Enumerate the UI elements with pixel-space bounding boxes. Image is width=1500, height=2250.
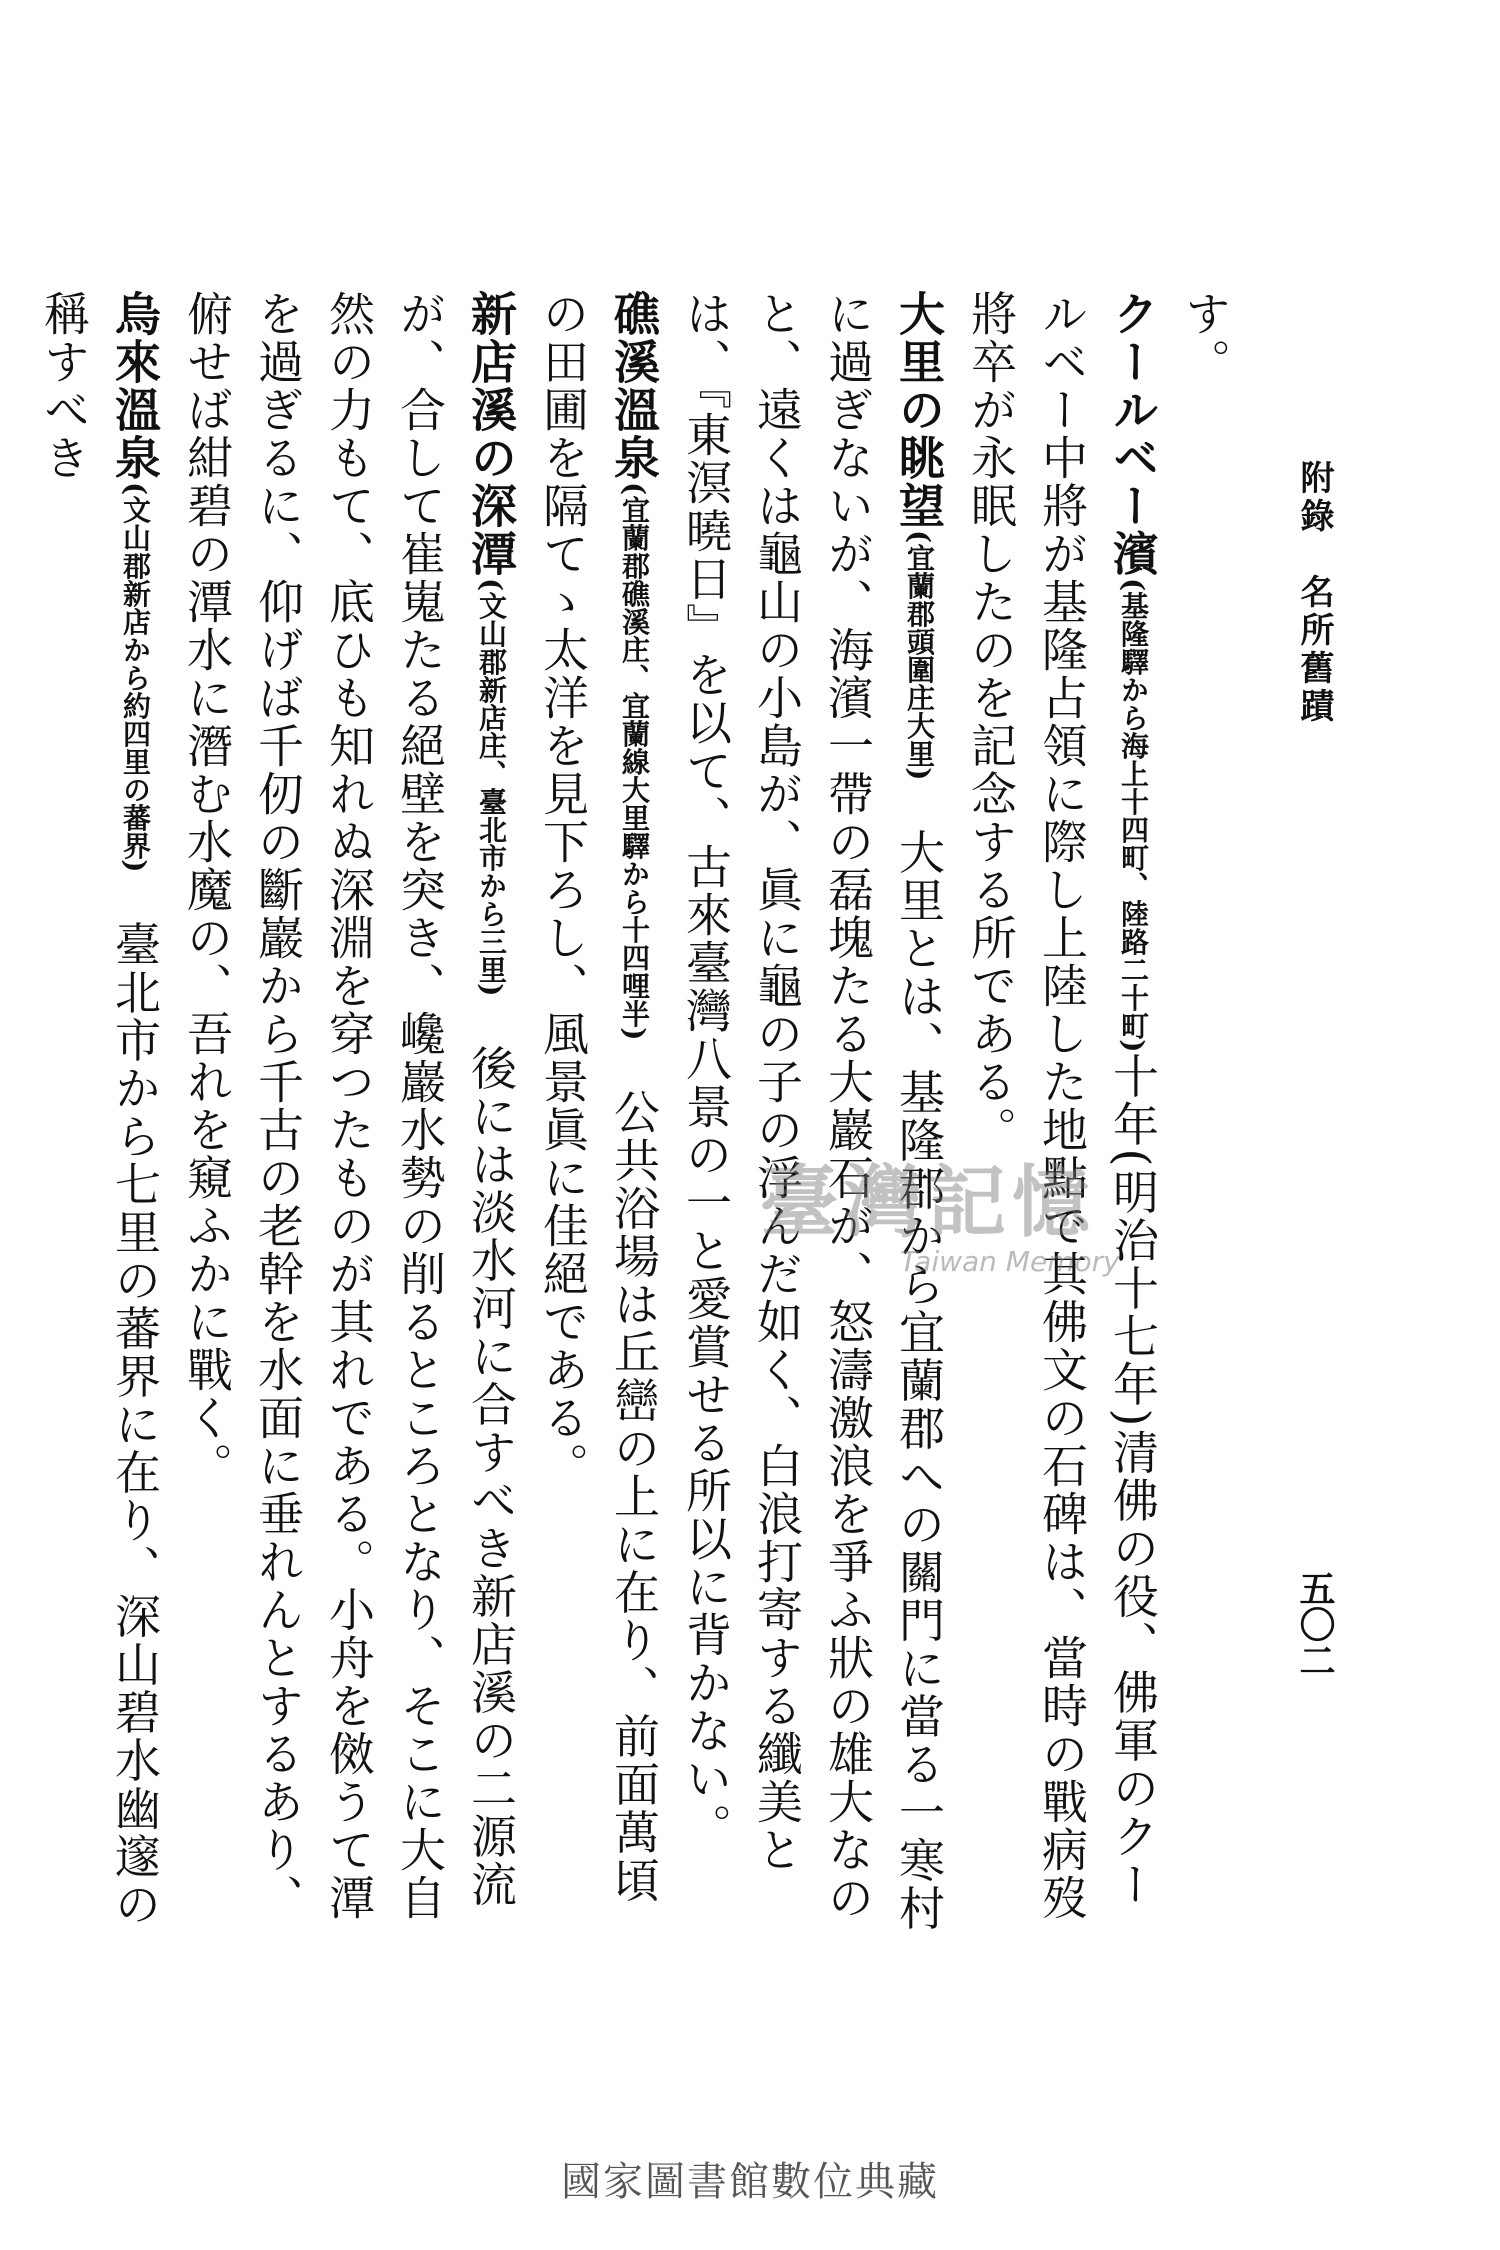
entry-body: 大里とは、基隆郡から宜蘭郡への關門に當る一寒村に過ぎないが、海濱一帶の磊塊たる大巖石が、怒濤激浪を爭ふ狀の雄大なのと、遠くは龜山の小島が、眞に龜の子の浮んだ如く、白浪打寄する纖美とは、『東溟曉日』を以て、古來臺灣八景の一と愛賞せる所以に背かない。 — [679, 290, 946, 1933]
entry-heading: クールベー濱 — [1106, 290, 1160, 578]
body-text — [37, 290, 1240, 1940]
entry-wulai-hotspring — [28, 290, 171, 1940]
entry-heading: 新店溪の深潭 — [464, 290, 518, 578]
entry-heading: 大里の眺望 — [892, 290, 946, 530]
paragraph-body: す。 — [1178, 290, 1232, 386]
entry-dali-view — [670, 290, 955, 1940]
entry-heading: 礁溪溫泉 — [607, 290, 661, 482]
page-number: 五〇二 — [1294, 1570, 1336, 1678]
entry-xindian-pool — [171, 290, 527, 1940]
entry-body: 臺北市から七里の蕃界に在り、深山碧水幽邃の稱すべき — [37, 290, 162, 1929]
paragraph-continuation — [1169, 290, 1240, 1940]
entry-body: 公共浴場は丘巒の上に在り、前面萬頃の田圃を隔てゝ太洋を見下ろし、風景眞に佳絕である。 — [536, 290, 661, 1905]
entry-location-note: (基隆驛から海上十四町、陸路二十町) — [1117, 578, 1150, 1053]
entry-location-note: (宜蘭郡礁溪庄、宜蘭線大里驛から十四哩半) — [618, 482, 651, 1041]
entry-body: 十年(明治十七年)清佛の役、佛軍のクールベー中將が基隆占領に際し上陸した地點で其佛文の石碑は、當時の戰病歿將卒が永眠したのを記念する所である。 — [964, 290, 1160, 1922]
running-header: 附錄 名所舊蹟 — [1294, 460, 1334, 726]
entry-location-note: (文山郡新店から約四里の蕃界) — [119, 482, 152, 873]
watermark-logo: 臺灣記憶 — [760, 1157, 1097, 1248]
watermark-subtitle: Taiwan Memory — [900, 1245, 1120, 1278]
entry-heading: 烏來溫泉 — [108, 290, 162, 482]
entry-jiaoxi-hotspring — [527, 290, 670, 1940]
entry-location-note: (宜蘭郡頭圍庄大里) — [903, 530, 936, 781]
entry-body: 後には淡水河に合すべき新店溪の二源流が、合して崔嵬たる絕壁を突き、巉巖水勢の削るところとなり、そこに大自然の力もて、底ひも知れぬ深淵を穿つたものが其れである。小舟を傚うて潭を過ぎるに、仰げば千仞の斷巖から千古の老幹を水面に垂れんとするあり、俯せば紺碧の潭水に潛む水魔の、吾れを窺ふかに戰く。 — [180, 290, 518, 1922]
entry-courbet-beach — [955, 290, 1169, 1940]
footer-credit: 國家圖書館數位典藏 — [561, 2159, 939, 2205]
entry-location-note: (文山郡新店庄、臺北市から三里) — [475, 578, 508, 997]
